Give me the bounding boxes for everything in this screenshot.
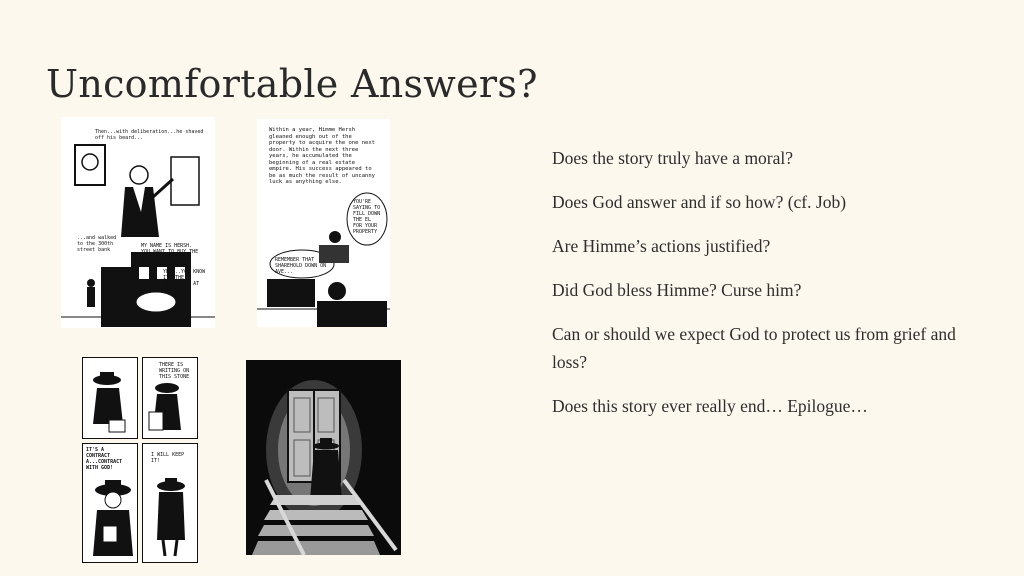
- comic-image-real-estate: [257, 119, 390, 327]
- question-item: Can or should we expect God to protect us from grief and loss?: [552, 324, 956, 372]
- comic3-bubble-3: I WILL KEEP IT!: [151, 452, 185, 464]
- comic2-speech-bubble: YOU'RE SAYING TO FILL DOWN THE EL FOR YOUR PROPERTY: [353, 199, 381, 235]
- comic3-panel-4: [142, 443, 198, 563]
- comic3-panel-3: [82, 443, 138, 563]
- comic-image-shaving: [61, 117, 215, 328]
- comic3-panel-2: [142, 357, 198, 439]
- slide-title: Uncomfortable Answers?: [46, 62, 538, 106]
- comic-illustration: [61, 117, 215, 328]
- comic2-caption: Within a year, Himme Hersh gleaned enough out of the property to acquire the one next door. Within the next three years, he accumulated the beginning of a real estate empire. His success appeared to be as much the result of uncanny luck as anything else.: [269, 127, 375, 185]
- question-item: Did God bless Himme? Curse him?: [552, 280, 802, 300]
- comic-image-contract-with-god: [79, 355, 199, 565]
- comic-illustration: [246, 360, 401, 555]
- comic3-bubble-2: IT'S A CONTRACT A...CONTRACT WITH GOD!: [86, 447, 123, 471]
- comic1-caption-mid: ...and walked to the 300th street bank: [77, 235, 117, 253]
- comic3-bubble-1: THERE IS WRITING ON THIS STONE: [159, 362, 190, 380]
- comic1-speech-bubble-2: YES...YOU KNOW IT, THE HOMESTEAD AT NO. 55: [163, 269, 206, 293]
- question-item: Does God answer and if so how? (cf. Job): [552, 192, 847, 212]
- comic-image-doorway: [246, 360, 401, 555]
- question-item: Are Himme’s actions justified?: [552, 236, 771, 256]
- comic3-panel-1: [82, 357, 138, 439]
- question-list: [552, 144, 982, 436]
- comic1-caption-top: Then...with deliberation...he shaved off his beard...: [95, 129, 204, 141]
- question-item: Does the story truly have a moral?: [552, 148, 794, 168]
- comic2-speech-bubble-2: REMEMBER THAT SHAREHOLD DOWN ON AVE...: [275, 257, 327, 275]
- question-item: Does this story ever really end… Epilogue…: [552, 396, 868, 416]
- comic1-speech-bubble: MY NAME IS HERSH. YOU WANT TO BUY THE DWELLING ON SYNAGOGUE ANE.: [141, 243, 199, 267]
